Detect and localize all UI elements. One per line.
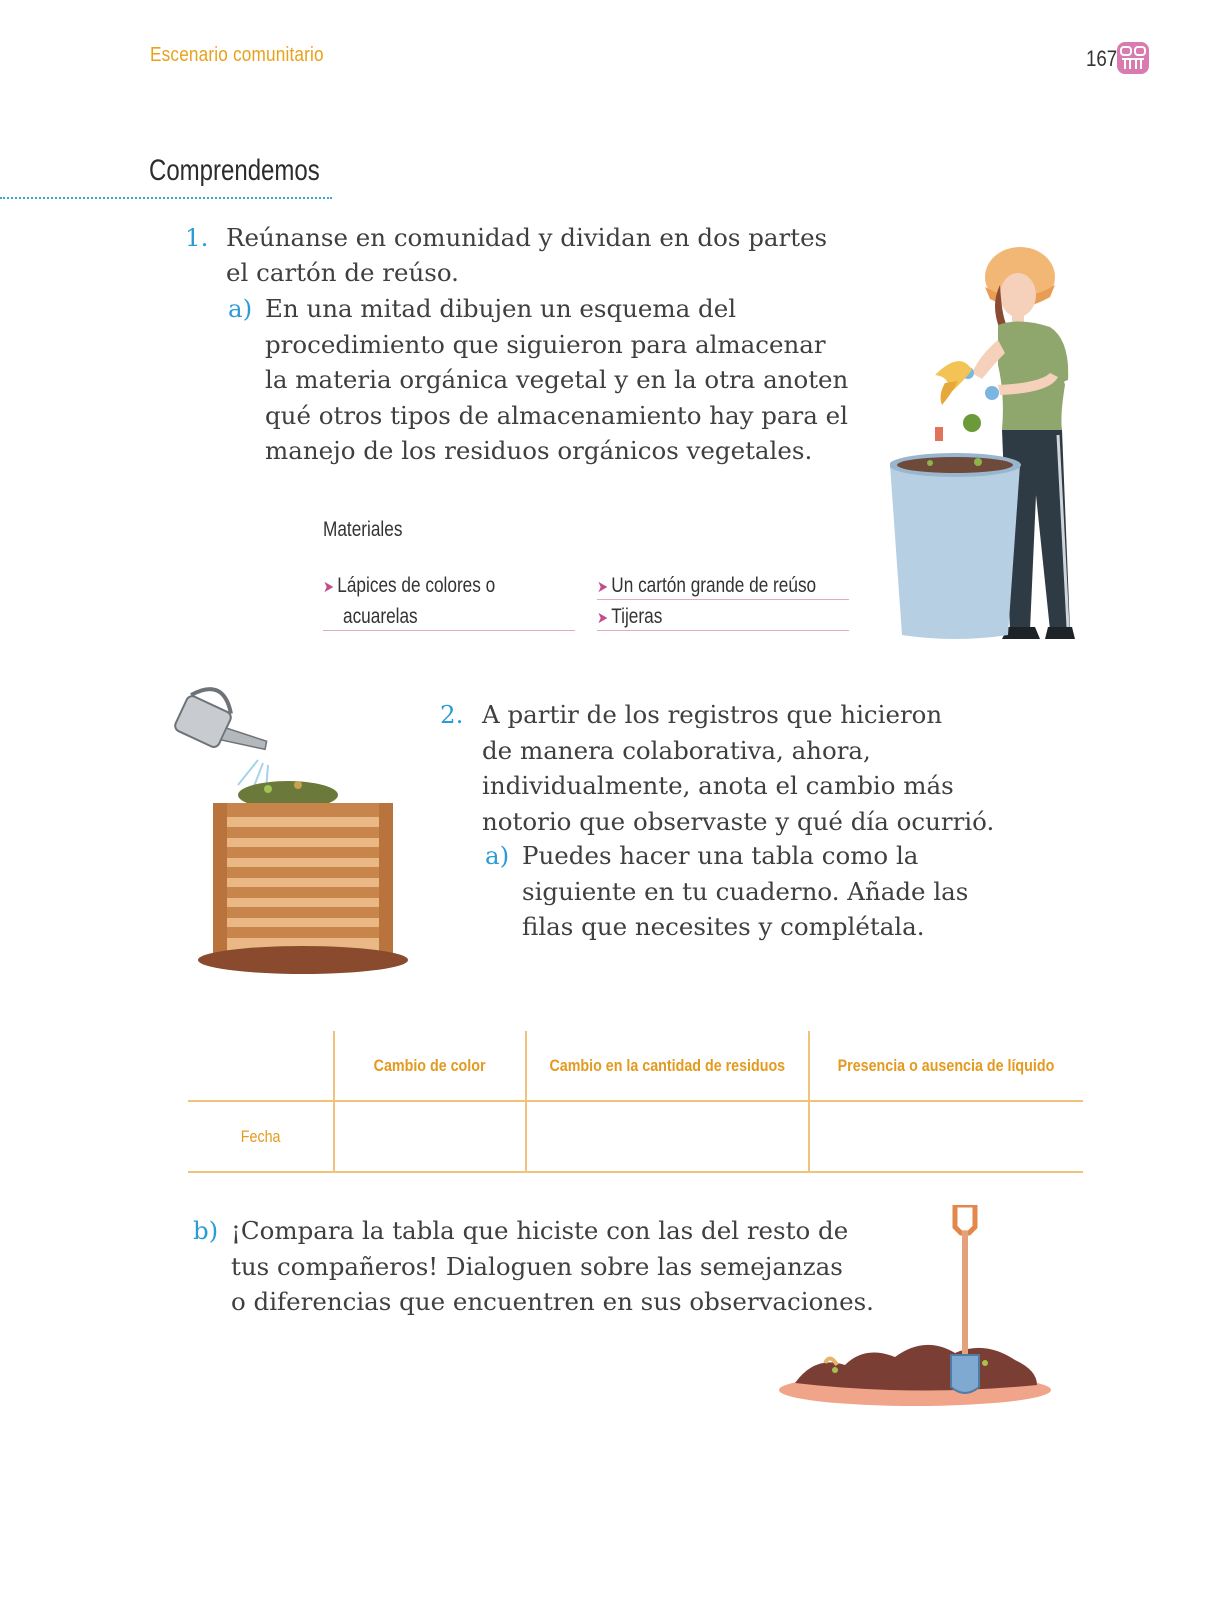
chevron-bullet-icon: ➤ (597, 579, 608, 596)
activity-1a (228, 291, 868, 465)
material-underline (597, 599, 849, 600)
text-line: tus compañeros! Dialoguen sobre las semejanzas (231, 1251, 843, 1281)
table-header-cell: Cambio de color (334, 1031, 526, 1101)
chevron-bullet-icon: ➤ (323, 579, 334, 596)
shovel-compost-illustration (775, 1205, 1055, 1415)
text-line: qué otros tipos de almacenamiento hay para el (265, 400, 848, 430)
activity-1-line: el cartón de reúso. (226, 258, 459, 287)
activity-number: 2. (440, 700, 464, 729)
section-divider (0, 197, 332, 199)
text-line: de manera colaborativa, ahora, (482, 735, 871, 765)
activity-number: 1. (185, 223, 209, 252)
section-header: Escenario comunitario (150, 44, 324, 66)
glyph-icon (1116, 41, 1150, 75)
table-header-cell: Presencia o ausencia de líquido (809, 1031, 1083, 1101)
material-item: ➤ Tijeras (597, 605, 663, 628)
table-cell (809, 1101, 1083, 1172)
material-underline (323, 630, 575, 631)
table-cell (334, 1101, 526, 1172)
text-line: o diferencias que encuentren en sus observaciones. (231, 1287, 874, 1316)
text-line: A partir de los registros que hicieron (482, 700, 943, 729)
activity-1 (185, 220, 845, 287)
activity-1-line: Reúnanse en comunidad y dividan en dos partes (226, 223, 828, 252)
activity-2a (485, 838, 1045, 941)
table-row (188, 1101, 1083, 1172)
sub-label: b) (193, 1216, 219, 1245)
text-line: filas que necesites y complétala. (522, 912, 925, 941)
table-header-cell (188, 1031, 334, 1101)
table-cell (526, 1101, 809, 1172)
table-header-cell: Cambio en la cantidad de residuos (526, 1031, 809, 1101)
compost-bin-watering-illustration (168, 685, 413, 980)
materials-title: Materiales (323, 518, 403, 541)
table-header-row (188, 1031, 1083, 1101)
sub-label: a) (485, 841, 510, 870)
chevron-bullet-icon: ➤ (597, 610, 608, 627)
text-line: notorio que observaste y qué día ocurrió. (482, 806, 995, 836)
text-line: procedimiento que siguieron para almacenar (265, 329, 826, 359)
material-item: ➤ Un cartón grande de reúso (597, 574, 817, 597)
text-line: Puedes hacer una tabla como la (522, 841, 919, 870)
text-line: ¡Compara la tabla que hiciste con las del resto de (231, 1216, 849, 1245)
observation-table (188, 1031, 1083, 1173)
text-line: siguiente en tu cuaderno. Añade las (522, 876, 969, 906)
activity-2 (440, 697, 1040, 836)
table-row-label: Fecha (188, 1101, 334, 1172)
text-line: individualmente, anota el cambio más (482, 771, 954, 800)
text-line: En una mitad dibujen un esquema del (265, 294, 737, 323)
page-number: 167 (1086, 46, 1118, 71)
section-title: Comprendemos (149, 154, 320, 187)
gardener-composting-illustration (890, 245, 1095, 650)
text-line: la materia orgánica vegetal y en la otra anoten (265, 365, 849, 394)
text-line: manejo de los residuos orgánicos vegetales. (265, 436, 813, 465)
material-item: ➤ Lápices de colores o (323, 574, 496, 597)
sub-label: a) (228, 294, 253, 323)
material-item-cont: acuarelas (343, 605, 418, 628)
material-underline (597, 630, 849, 631)
